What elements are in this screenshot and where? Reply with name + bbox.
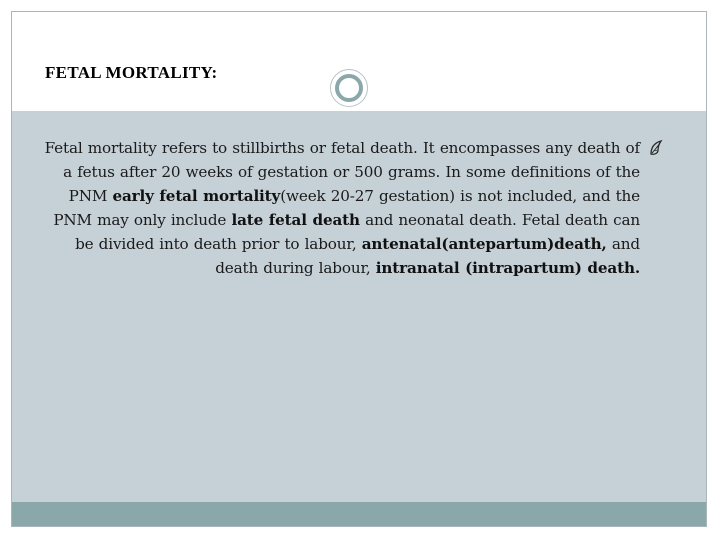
paragraph-bold-segment: antenatal(antepartum)death, [361,235,607,253]
fleuron-bullet-icon [648,139,664,157]
paragraph-bold-segment: early fetal mortality [112,187,281,205]
paragraph-segment: and neonatal death. Fetal death can be divided into death prior to labour, [75,211,640,253]
paragraph-segment: Fetal mortality refers to stillbirths or fetal death. It encompasses any death of a fetus after 20 weeks of gestation or 500 grams. In some definitions of the PNM [44,139,640,205]
paragraph-segment: (week 20-27 gestation) is not included, and the PNM may only include [53,187,640,229]
body-paragraph [32,136,640,280]
paragraph-bold-segment: intranatal (intrapartum) death. [375,259,640,277]
footer-band [12,502,706,526]
divider-ring-icon [330,69,368,107]
slide-title: FETAL MORTALITY: [45,63,218,82]
paragraph-bold-segment: late fetal death [231,211,360,229]
paragraph-segment: and death during labour, [215,235,640,277]
